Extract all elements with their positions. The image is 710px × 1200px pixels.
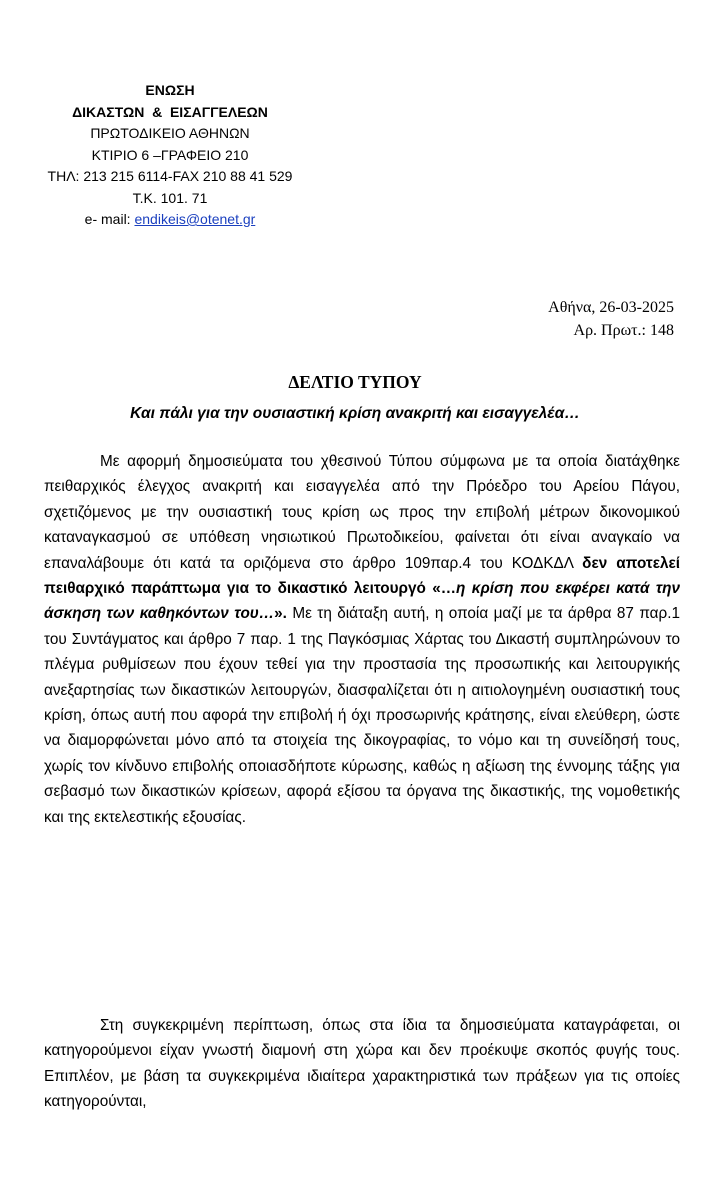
email-line (0, 209, 340, 231)
paragraph-2 (44, 1013, 680, 1115)
subtitle: Και πάλι για την ουσιαστική κρίση ανακριτή και εισαγγελέα… (130, 405, 580, 422)
email-label: e- mail: (84, 211, 131, 227)
page-title: ΔΕΛΤΙΟ ΤΥΠΟΥ (288, 372, 422, 392)
paragraph-1-intro: Με αφορμή δημοσιεύματα του χθεσινού Τύπου σύμφωνα με τα οποία διατάχθηκε πειθαρχικός έλεγχος ανακριτή και εισαγγελέα από την Πρόεδρο του Αρείου Πάγου, σχετιζόμενος με την ουσιαστική τους κρίση ως προς την επιβολή μέτρων δικονομικού καταναγκασμού σε υπόθεση νησιωτικού Πρωτοδικείου, φαίνεται ότι είναι αναγκαίο να επαναλάβουμε ότι κατά τα οριζόμενα στο άρθρο 109παρ.4 του ΚΟΔΚΔΛ (44, 453, 680, 572)
paragraph-1-quote: η κρίση που εκφέρει κατά την άσκηση των καθηκόντων του… (44, 580, 681, 623)
date-protocol-block (548, 296, 674, 342)
paragraph-1-bold: δεν αποτελεί πειθαρχικό παράπτωμα για το δικαστικό λειτουργό «… (44, 554, 680, 598)
postal-code: Τ.Κ. 101. 71 (132, 189, 208, 206)
paragraph-2-text: Στη συγκεκριμένη περίπτωση, όπως στα ίδια τα δημοσιεύματα καταγράφεται, οι κατηγορούμενοι είχαν γνωστή διαμονή στη χώρα και δεν προέκυψε σκοπός φυγής τους. Επιπλέον, με βάση τα συγκεκριμένα ιδιαίτερα χαρακτηριστικά των πράξεων για τις οποίες κατηγορούνται, (44, 1017, 680, 1111)
phone-fax: ΤΗΛ: 213 215 6114-FAX 210 88 41 529 (47, 168, 293, 184)
paragraph-1-rest: Με τη διάταξη αυτή, η οποία μαζί με τα άρθρα 87 παρ.1 του Συντάγματος και άρθρο 7 παρ. 1 της Παγκόσμιας Χάρτας του Δικαστή συμπληρώνουν το πλέγμα ρυθμίσεων που έχουν τεθεί για την προστασία της προσωπικής και λειτουργικής ανεξαρτησίας των δικαστικών λειτουργών, διασφαλίζεται ότι η αιτιολογημένη ουσιαστική τους κρίση, όπως αυτή που αφορά την επιβολή ή όχι προσωρινής κράτησης, είναι ελεύθερη, ώστε να διαμορφώνεται μόνο από τα στοιχεία της δικογραφίας, το νόμο και τη συνείδησή τους, χωρίς τον κίνδυνο επιβολής οποιασδήποτε κύρωσης, καθώς η αξίωση της έννομης τάξης για σεβασμό των δικαστικών κρίσεων, αφορά εξίσου τα όργανα της δικαστικής, της νομοθετικής και της εκτελεστικής εξουσίας. (44, 605, 680, 826)
building-office: ΚΤΙΡΙΟ 6 –ΓΡΑΦΕΙΟ 210 (91, 146, 249, 163)
org-name-line1: ΕΝΩΣΗ (145, 82, 195, 98)
email-link[interactable]: endikeis@otenet.gr (134, 211, 256, 227)
letterhead (0, 80, 340, 231)
court-name: ΠΡΩΤΟΔΙΚΕΙΟ ΑΘΗΝΩΝ (90, 125, 250, 141)
protocol-number: Αρ. Πρωτ.: 148 (573, 322, 674, 339)
date: Αθήνα, 26-03-2025 (548, 299, 674, 316)
org-name-line2: ΔΙΚΑΣΤΩΝ & ΕΙΣΑΓΓΕΛΕΩΝ (72, 103, 268, 120)
paragraph-1 (44, 449, 680, 830)
paragraph-1-bold-end: ». (274, 605, 287, 623)
